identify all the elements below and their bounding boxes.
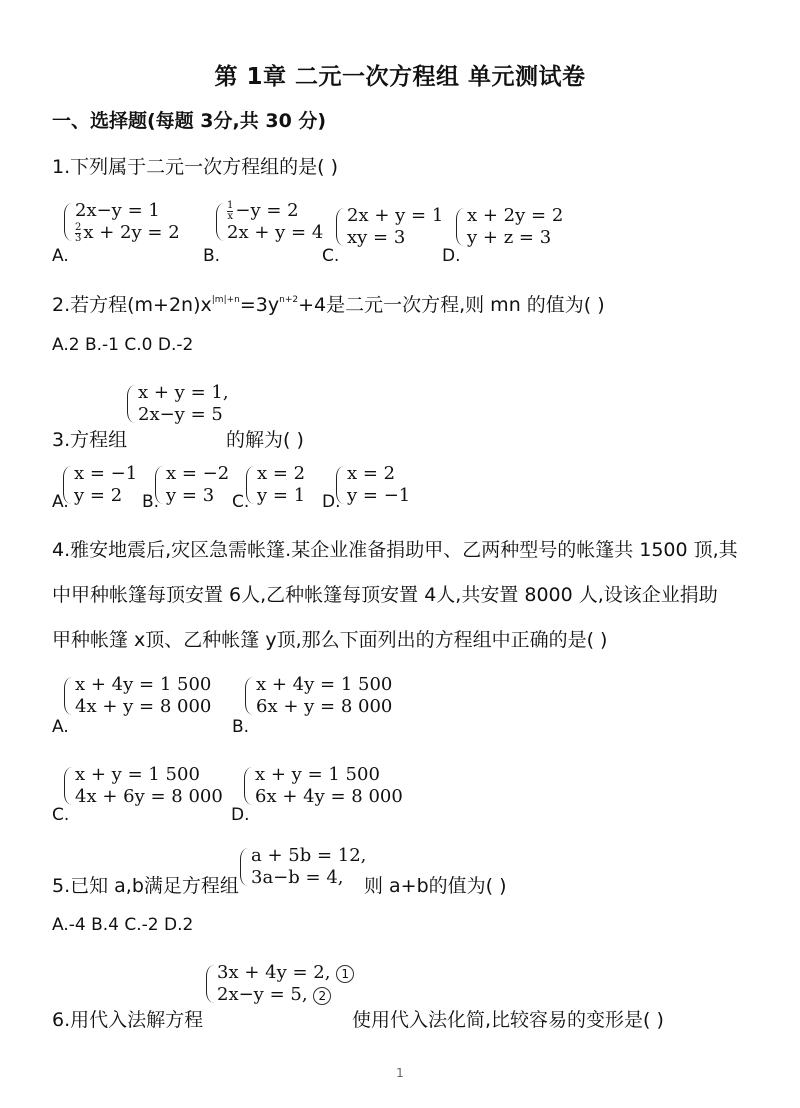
option-label: A. — [52, 492, 69, 512]
question-3-stem-prefix: 3.方程组 — [52, 429, 128, 451]
fraction: $\frac{1}{x}$ — [227, 199, 234, 222]
page-title: 第 1章 二元一次方程组 单元测试卷 — [214, 64, 586, 90]
option-label: D. — [442, 246, 461, 266]
question-6-stem-suffix: 使用代入法化简,比较容易的变形是( ) — [352, 1009, 664, 1031]
equation-system: x + 4y = 1 500 6x + y = 8 000 — [245, 674, 392, 718]
equation-system: x = −1 y = 2 — [63, 463, 137, 507]
option-label: D. — [231, 805, 250, 825]
equation-system: x + y = 1, 2x−y = 5 — [127, 382, 229, 426]
option-label: B. — [232, 717, 250, 737]
option-label: C. — [322, 246, 340, 266]
equation-system: x = −2 y = 3 — [155, 463, 229, 507]
fraction: $\frac{2}{3}$ — [75, 221, 82, 244]
question-5-stem-prefix: 5.已知 a,b满足方程组 — [52, 875, 239, 897]
option-label: B. — [203, 246, 221, 266]
equation-system: x + y = 1 500 4x + 6y = 8 000 — [64, 764, 223, 808]
question-3-stem-suffix: 的解为( ) — [226, 429, 304, 451]
option-label: C. — [52, 805, 70, 825]
equation-system: x = 2 y = 1 — [246, 463, 305, 507]
option-label: C. — [232, 492, 250, 512]
equation-system: a + 5b = 12, 3a−b = 4, — [240, 845, 366, 889]
option-label: D. — [322, 492, 341, 512]
option-label: A. — [52, 246, 69, 266]
equation-system: 2x−y = 1 $\frac{2}{3}$ x + 2y = 2 — [64, 200, 180, 244]
equation-system: x = 2 y = −1 — [336, 463, 410, 507]
circled-number-2: 2 — [313, 987, 331, 1005]
equation-system: x + 4y = 1 500 4x + y = 8 000 — [64, 674, 211, 718]
question-4-line-1: 4.雅安地震后,灾区急需帐篷.某企业准备捐助甲、乙两种型号的帐篷共 1500 顶,其 — [52, 539, 738, 561]
question-5-stem-suffix: 则 a+b的值为( ) — [364, 875, 507, 897]
option-label: B. — [142, 492, 160, 512]
equation-system: x + y = 1 500 6x + 4y = 8 000 — [244, 764, 403, 808]
section-heading: 一、选择题(每题 3分,共 30 分) — [52, 110, 327, 132]
circled-number-1: 1 — [336, 965, 354, 983]
question-2-options: A.2 B.-1 C.0 D.-2 — [52, 335, 194, 355]
question-4-line-2: 中甲种帐篷每顶安置 6人,乙种帐篷每顶安置 4人,共安置 8000 人,设该企业捐助 — [52, 584, 718, 606]
question-2-stem: 2.若方程$(m+2n)x^{|m|+n}=3y^{n+2}+4$是二元一次方程,则 mn 的值为( ) — [52, 294, 605, 316]
equation-system: $\frac{1}{x}$ −y = 2 2x + y = 4 — [216, 200, 323, 244]
page-number: 1 — [396, 1066, 404, 1080]
question-6-stem-prefix: 6.用代入法解方程 — [52, 1009, 204, 1031]
question-4-line-3: 甲种帐篷 x顶、乙种帐篷 y顶,那么下面列出的方程组中正确的是( ) — [52, 629, 608, 651]
equation-system: x + 2y = 2 y + z = 3 — [456, 205, 563, 249]
option-label: A. — [52, 717, 69, 737]
equation-system: 2x + y = 1 xy = 3 — [336, 205, 443, 249]
question-5-options: A.-4 B.4 C.-2 D.2 — [52, 915, 194, 935]
question-1-stem: 1.下列属于二元一次方程组的是( ) — [52, 156, 338, 178]
equation-system: 3x + 4y = 2, 1 2x−y = 5, 2 — [206, 962, 354, 1006]
